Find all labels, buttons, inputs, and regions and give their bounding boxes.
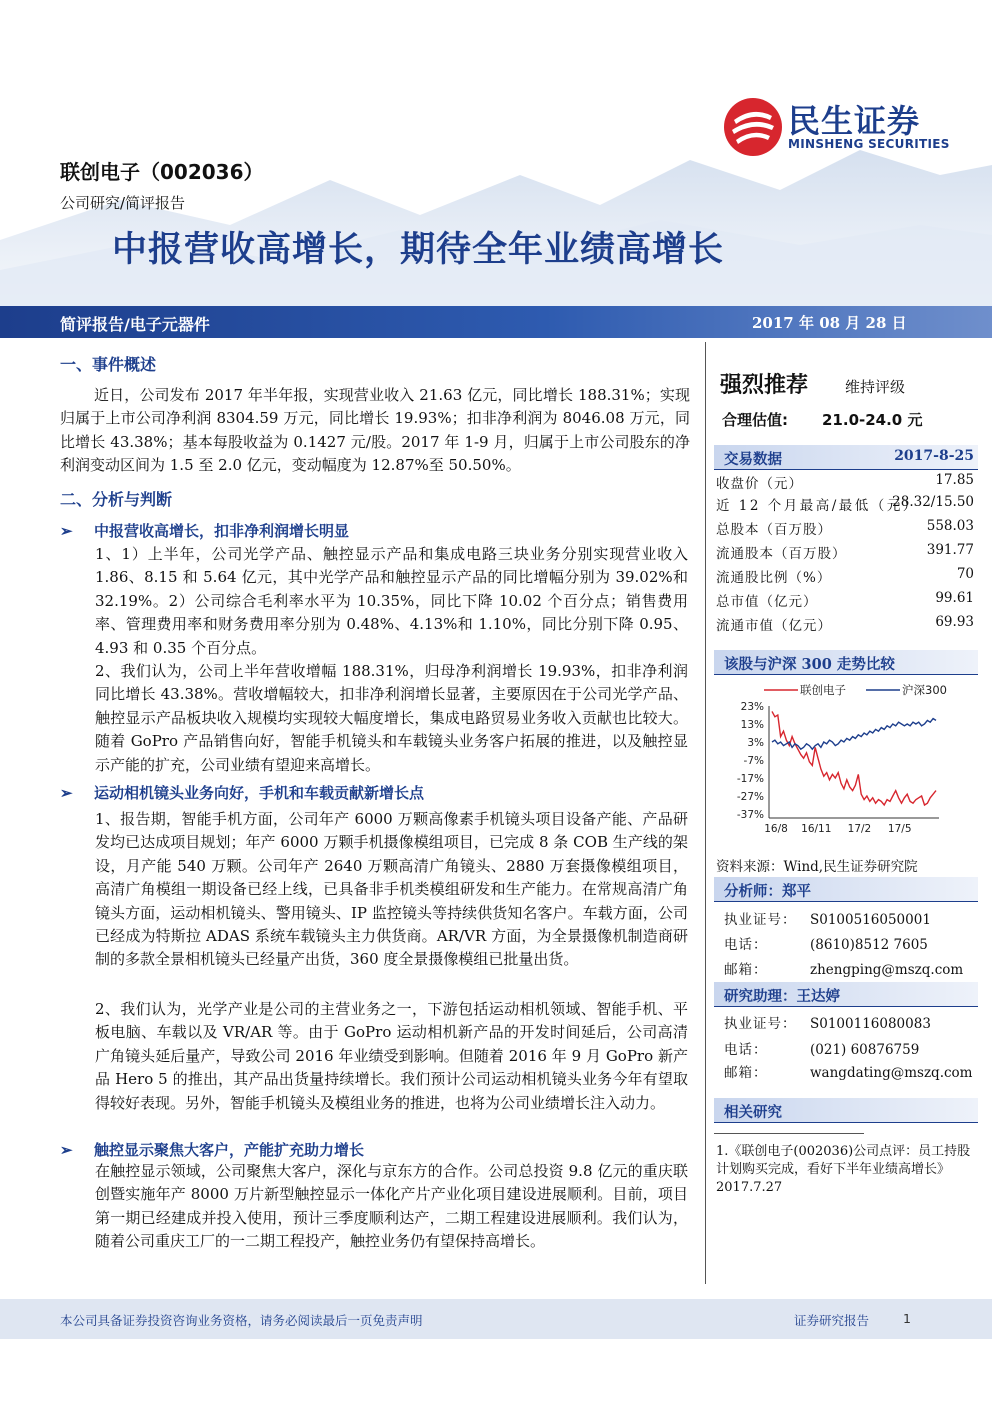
analyst-row [724,933,928,953]
minsheng-logo [722,96,952,158]
assistant-row [724,1038,919,1058]
y-tick-label: -27% [736,791,764,803]
analyst-row-value: S0100516050001 [810,912,931,928]
trading-row-key: 流通市值（亿元） [716,618,832,634]
section-title-event: 一、事件概述 [60,355,157,374]
section-title-analysis: 二、分析与判断 [60,490,173,509]
related-research-item[interactable]: 1.《联创电子(002036)公司点评：员工持股计划购买完成，看好下半年业绩高增长》2017.7.27 [716,1144,971,1195]
trading-row [716,590,974,612]
x-tick-label: 17/2 [847,823,872,835]
brand-name-cn: 民生证券 [788,102,921,140]
trading-row-value: 391.77 [926,542,974,558]
subsection-title-3-text: 触控显示聚焦大客户，产能扩充助力增长 [94,1141,365,1159]
y-tick-label: -37% [736,809,764,821]
company-name: 联创电子（002036） [60,160,264,184]
brand-name-en: MINSHENG SECURITIES [788,137,950,151]
series-line-stock [772,711,936,805]
trading-row [716,614,974,636]
assistant-row-key: 邮箱： [724,1065,768,1081]
subsection-title-2 [60,782,424,803]
valuation-label: 合理估值: [722,411,788,429]
report-date: 2017 年 08 月 28 日 [752,314,907,332]
trading-row-value: 99.61 [935,590,974,606]
footer-label: 证券研究报告 [794,1313,870,1328]
trading-row-value: 28.32/15.50 [892,494,974,510]
valuation-value: 21.0-24.0 元 [822,411,923,429]
trading-data-title: 交易数据 [724,451,782,468]
y-tick-label: 13% [740,719,764,731]
chart-source: 资料来源：Wind,民生证券研究院 [716,859,918,875]
assistant-title: 研究助理：王达婷 [724,988,840,1005]
footer-disclaimer[interactable]: 本公司具备证券投资咨询业务资格，请务必阅读最后一页免责声明 [60,1313,423,1328]
chart-title: 该股与沪深 300 走势比较 [724,656,895,673]
trading-row-value: 70 [956,566,974,582]
chart-header [714,650,978,675]
legend-label-index: 沪深300 [902,683,947,697]
trading-data-date: 2017-8-25 [894,448,974,464]
paragraph-sub2-2: 2、我们认为，光学产业是公司的主营业务之一，下游包括运动相机领域、智能手机、平板电脑、车载以及 VR/AR 等。由于 GoPro 运动相机新产品的开发时间延后，公司高清广角镜头延后量产，导致公司 2016 年业绩受到影响。但随着 2016 年 9 月 GoPro 新产品 Hero 5 的推出，其产品出货量持续增长。我们预计公司运动相机镜头业务今年有望取得较好表现。另外，智能手机镜头及模组业务的推进，也将为公司业绩增长注入动力。 [95,1000,688,1112]
related-title: 相关研究 [724,1104,782,1121]
report-category: 简评报告/电子元器件 [60,315,210,334]
analyst-row [724,908,931,928]
arrow-bullet-icon: ➢ [60,522,73,540]
rating-label: 强烈推荐 [720,373,809,398]
arrow-bullet-icon: ➢ [60,1141,73,1159]
related-separator [714,1133,864,1134]
related-header [714,1098,978,1123]
trading-row-value: 558.03 [926,518,974,534]
series-line-index [772,719,936,750]
x-tick-label: 17/5 [887,823,912,835]
rating-maintain: 维持评级 [845,378,906,396]
chart-legend [764,683,947,697]
subsection-title-1 [60,520,349,541]
report-headline: 中报营收高增长，期待全年业绩高增长 [112,230,725,270]
logo-mark-icon [722,96,784,158]
paragraph-sub1-2: 2、我们认为，公司上半年营收增幅 188.31%，归母净利润增长 19.93%，扣非净利润同比增长 43.38%。营收增幅较大，扣非净利润增长显著，主要原因在于公司光学产品、触控显示产品板块收入规模均实现较大幅度增长，集成电路贸易业务收入贡献也比较大。随着 GoPro 产品销售向好，智能手机镜头和车载镜头业务客户拓展的推进，以及触控显示产能的扩充，公司业绩有望迎来高增长。 [95,662,688,774]
trading-row [716,542,974,564]
trading-row-key: 近 12 个月最高/最低（元） [716,498,919,514]
trading-row [716,566,974,588]
subsection-title-1-text: 中报营收高增长，扣非净利润增长明显 [94,522,350,540]
valuation [722,409,922,430]
trading-row-key: 流通股本（百万股） [716,546,847,562]
y-tick-label: -7% [743,755,764,767]
analyst-row-value: (8610)8512 7605 [810,937,928,953]
paragraph-event: 近日，公司发布 2017 年半年报，实现营业收入 21.63 亿元，同比增长 188.31%；实现归属于上市公司净利润 8304.59 万元，同比增长 19.93%；扣非净利润为 8046.08 万元，同比增长 43.38%；基本每股收益为 0.1427 元/股。2017 年 1-9 月，归属于上市公司股东的净利润变动区间为 1.5 至 2.0 亿元，变动幅度为 12.87%至 50.50%。 [60,386,690,475]
analyst-row-key: 电话： [724,937,768,953]
page-footer [0,1299,992,1339]
paragraph-sub1-1: 1、1）上半年，公司光学产品、触控显示产品和集成电路三块业务分别实现营业收入 1.86、8.15 和 5.64 亿元，其中光学产品和触控显示产品的同比增幅分别为 39.02%和 32.19%。2）公司综合毛利率水平为 10.35%，同比下降 10.02 个百分点；销售费用率、管理费用率和财务费用率分别为 0.48%、4.13%和 1.10%，同比分别下降 0.95、4.93 和 0.35 个百分点。 [95,545,688,657]
analyst-title: 分析师：郑平 [724,883,811,900]
stock-comparison-chart [714,678,976,843]
trading-row-value: 69.93 [935,614,974,630]
analyst-row-key: 执业证号： [724,912,797,928]
document-type: 公司研究/简评报告 [60,194,186,212]
trading-row-key: 总市值（亿元） [716,594,818,610]
trading-data-header [714,445,978,470]
x-tick-label: 16/11 [801,823,832,835]
assistant-row [724,1061,972,1081]
trading-row [716,472,974,494]
paragraph-sub3-1: 在触控显示领域，公司聚焦大客户，深化与京东方的合作。公司总投资 9.8 亿元的重庆联创暨实施年产 8000 万片新型触控显示一体化产片产业化项目建设进展顺利。目前，项目第一期已经建成并投入使用，预计三季度顺利达产，二期工程建设进展顺利。我们认为，随着公司重庆工厂的一二期工程投产，触控业务仍有望保持高增长。 [95,1162,688,1251]
paragraph-sub2-1: 1、报告期，智能手机方面，公司年产 6000 万颗高像素手机镜头项目设备产能、产品研发均已达成项目规划；年产 6000 万颗手机摄像模组项目，已完成 8 条 COB 生产线的架设，月产能 540 万颗。公司年产 2640 万颗高清广角镜头、2880 万套摄像模组项目，高清广角模组一期设备已经上线，已具备非手机类模组研发和生产能力。在常规高清广角镜头方面，运动相机镜头、警用镜头、IP 监控镜头等持续供货知名客户。车载方面，公司已经成为特斯拉 ADAS 系统车载镜头主力供货商。AR/VR 方面，为全景摄像机制造商研制的多款全景相机镜头已经量产出货，360 度全景摄像模组已批量出货。 [95,810,688,969]
trading-row-key: 流通股比例（%） [716,570,832,586]
subsection-title-2-text: 运动相机镜头业务向好，手机和车载贡献新增长点 [94,784,425,802]
assistant-email[interactable]: wangdating@mszq.com [810,1065,973,1081]
legend-label-stock: 联创电子 [800,683,846,697]
analyst-header [714,877,978,902]
assistant-row-key: 电话： [724,1042,768,1058]
y-tick-label: -17% [736,773,764,785]
arrow-bullet-icon: ➢ [60,784,73,802]
assistant-row-value: (021) 60876759 [810,1042,920,1058]
subsection-title-3 [60,1139,364,1160]
column-divider [705,342,706,1284]
page-number: 1 [903,1311,911,1326]
analyst-row [724,958,963,978]
assistant-row [724,1012,931,1032]
trading-row-key: 收盘价（元） [716,476,803,492]
y-tick-label: 23% [740,701,764,713]
x-tick-label: 16/8 [764,823,788,835]
analyst-email[interactable]: zhengping@mszq.com [810,962,964,978]
trading-row [716,518,974,540]
trading-row [716,494,974,516]
assistant-row-value: S0100116080083 [810,1016,931,1032]
assistant-header [714,982,978,1007]
y-tick-label: 3% [747,737,764,749]
assistant-row-key: 执业证号： [724,1016,797,1032]
category-band [0,306,992,338]
analyst-row-key: 邮箱： [724,962,768,978]
trading-row-key: 总股本（百万股） [716,522,832,538]
trading-row-value: 17.85 [935,472,974,488]
